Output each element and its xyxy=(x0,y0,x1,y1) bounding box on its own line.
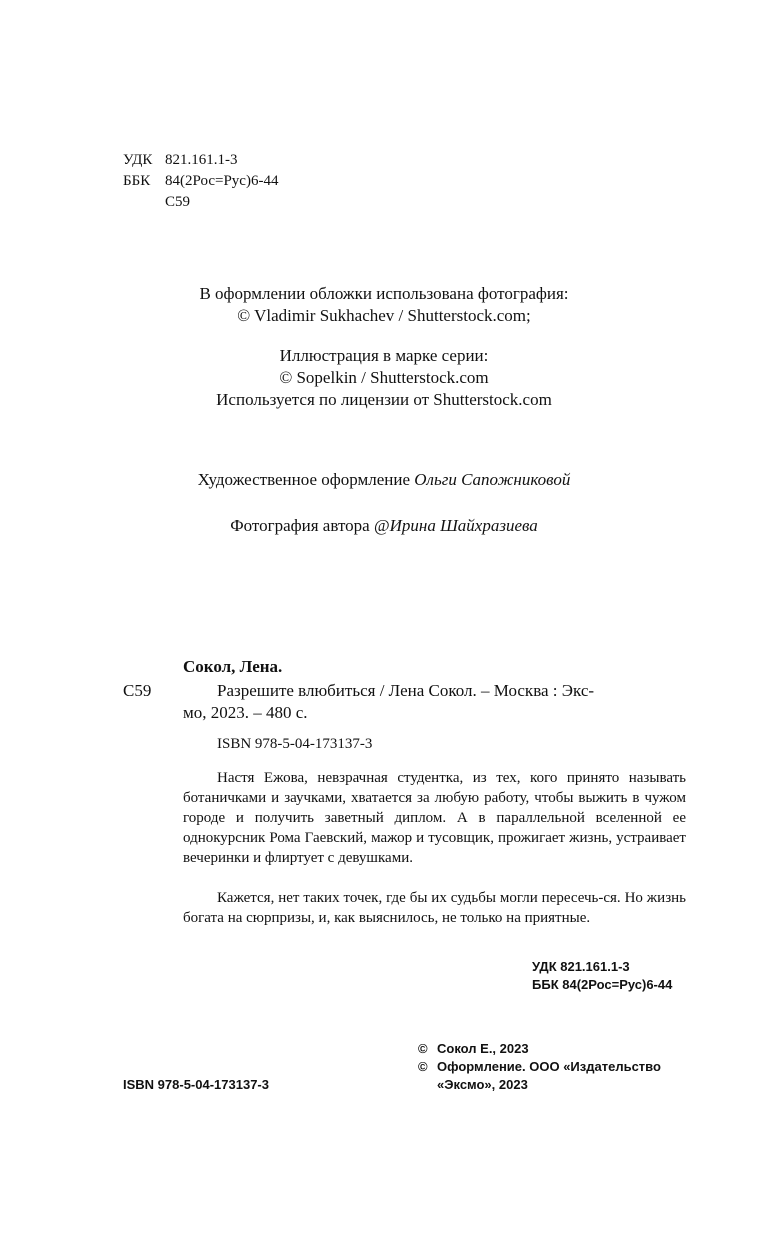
author-mark: С59 xyxy=(165,194,191,210)
series-credit-line3: Используется по лицензии от Shutterstock.com xyxy=(216,390,552,409)
series-credit-line2: © Sopelkin / Shutterstock.com xyxy=(279,368,489,387)
bbk-value: 84(2Рос=Рус)6-44 xyxy=(165,173,279,189)
photo-credit-label: Фотография автора @ xyxy=(230,516,390,535)
cover-credit-line1: В оформлении обложки использована фотография: xyxy=(199,284,569,303)
design-credit xyxy=(0,469,768,491)
udk-label: УДК xyxy=(123,152,153,168)
catalog-mark: С59 xyxy=(123,681,152,700)
cover-credit-line2: © Vladimir Sukhachev / Shutterstock.com; xyxy=(237,306,531,325)
copyright-symbol-2: © xyxy=(418,1059,428,1074)
catalog-udk: УДК 821.161.1-3 xyxy=(532,959,630,974)
annotation-paragraph-2: Кажется, нет таких точек, где бы их судьбы могли пересечь-ся. Но жизнь богата на сюрпризы, и, как выяснилось, не только на приятные. xyxy=(183,890,686,926)
bbk-label: ББК xyxy=(123,173,151,189)
catalog-isbn: ISBN 978-5-04-173137-3 xyxy=(217,736,373,752)
catalog-bbk: ББК 84(2Рос=Рус)6-44 xyxy=(532,977,673,992)
design-credit-label: Художественное оформление xyxy=(197,470,411,489)
copyright-symbol-1: © xyxy=(418,1041,428,1056)
catalog-record-line1: Разрешите влюбиться / Лена Сокол. – Москва : Экс- xyxy=(217,681,595,700)
udk-value: 821.161.1-3 xyxy=(165,152,238,168)
copyright-author: Сокол Е., 2023 xyxy=(437,1041,529,1056)
design-credit-name: Ольги Сапожниковой xyxy=(414,470,571,489)
photo-credit xyxy=(0,515,768,537)
series-credit-line1: Иллюстрация в марке серии: xyxy=(279,346,489,365)
copyright-design-line2: «Эксмо», 2023 xyxy=(437,1077,528,1092)
footer-isbn: ISBN 978-5-04-173137-3 xyxy=(123,1077,269,1092)
photo-credit-name: Ирина Шайхразиева xyxy=(389,516,538,535)
copyright-design-line1: Оформление. ООО «Издательство xyxy=(437,1059,661,1074)
catalog-author-heading: Сокол, Лена. xyxy=(183,657,283,676)
catalog-record-line2: мо, 2023. – 480 с. xyxy=(183,703,308,722)
annotation-paragraph-1: Настя Ежова, невзрачная студентка, из тех, кого принято называть ботаничками и заучками, хватается за любую работу, чтобы выжить в чужом городе и получить заветный диплом. А в параллельной вселенной ее однокурсник Рома Гаевский, мажор и тусовщик, прожигает жизнь, устраивает вечеринки и флиртует с девушками. xyxy=(183,770,686,866)
